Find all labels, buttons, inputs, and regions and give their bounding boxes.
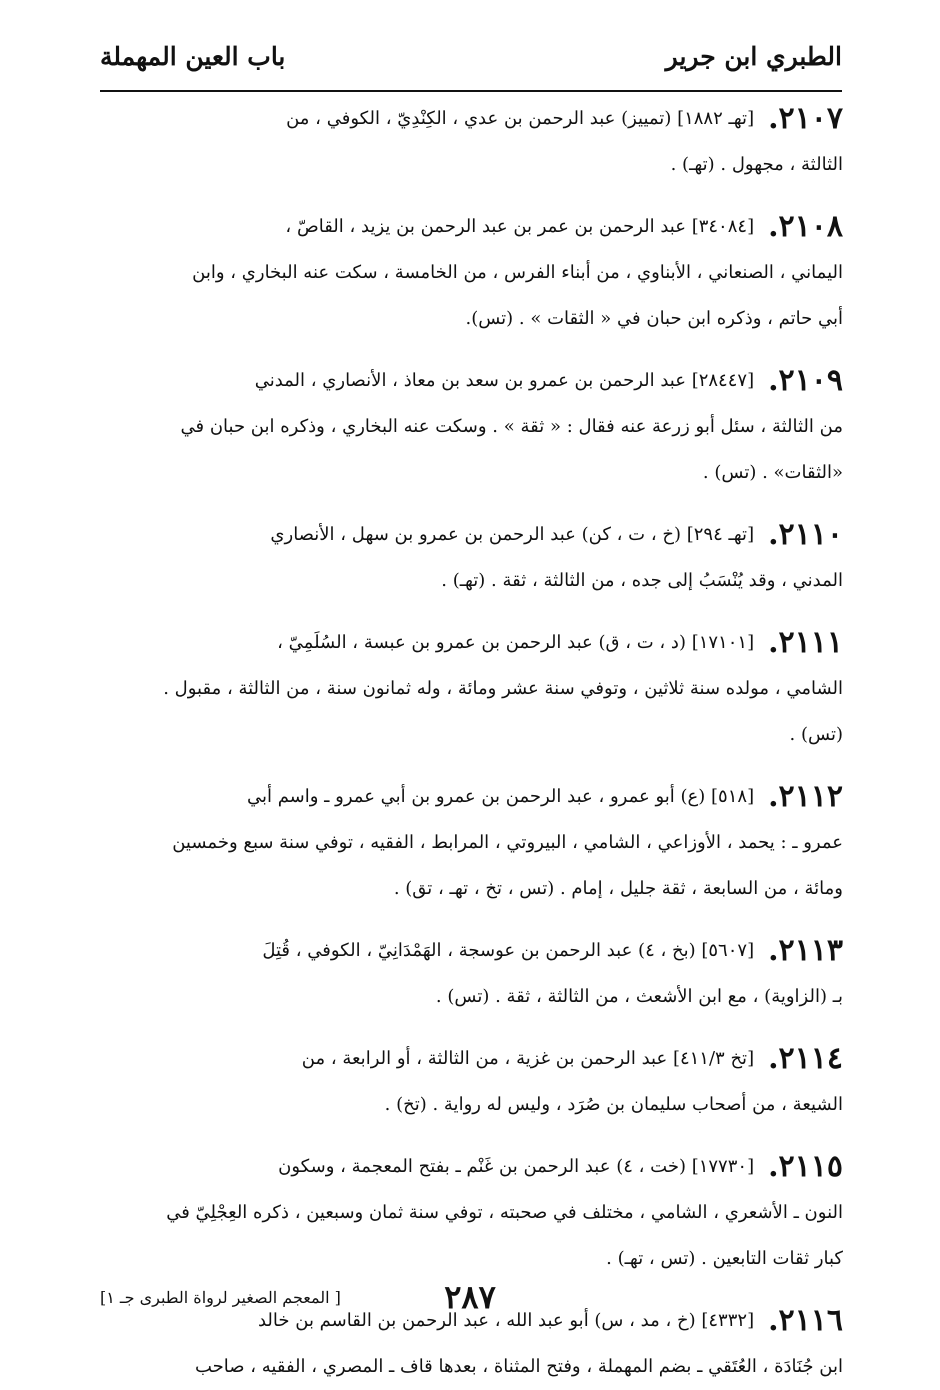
header-author: الطبري ابن جرير [665, 42, 842, 71]
entry-text: اليماني ، الصنعاني ، الأبناوي ، من أبناء الفرس ، من الخامسة ، سكت عنه البخاري ، وابن [192, 262, 843, 283]
entry-text: [تهـ ١٨٨٢] (تمييز) عبد الرحمن بن عدي ، الكِنْدِيّ ، الكوفي ، من [286, 108, 755, 129]
entry [125, 620, 843, 758]
entry-text: الشامي ، مولده سنة ثلاثين ، وتوفي سنة عشر ومائة ، وله ثمانون سنة ، من الثالثة ، مقبول . [163, 678, 843, 699]
entry-text: ومائة ، من السابعة ، ثقة جليل ، إمام . (تس ، تخ ، تهـ ، تق) . [393, 878, 843, 899]
entry-number: ٢١١٤. [768, 1041, 843, 1076]
entry [125, 358, 843, 496]
entry-text: المدني ، وقد يُنْسَبُ إلى جده ، من الثالثة ، ثقة . (تهـ) . [441, 570, 843, 591]
entry-line [125, 1144, 843, 1190]
entry-number: ٢١١٦. [768, 1303, 843, 1338]
entry-text: [٣٤٠٨٤] عبد الرحمن بن عمر بن عبد الرحمن بن يزيد ، القاصّ ، [285, 216, 755, 237]
entry-line [125, 450, 843, 496]
entry-text: [١٧١٠١] (د ، ت ، ق) عبد الرحمن بن عمرو بن عبسة ، السُلَمِيّ ، [277, 632, 755, 653]
entry-line [125, 1036, 843, 1082]
entry-text: ابن جُنَادَة ، العُتَقي ـ بضم المهملة ، وفتح المثناة ، بعدها قاف ـ المصري ، الفقيه ، صاحب [194, 1356, 843, 1377]
entry-line [125, 1344, 843, 1390]
entry-text: الشيعة ، من أصحاب سليمان بن صُرَد ، وليس له رواية . (تخ) . [384, 1094, 843, 1115]
entry [125, 1144, 843, 1282]
entry-text: من الثالثة ، سئل أبو زرعة عنه فقال : « ثقة » . وسكت عنه البخاري ، وذكره ابن حبان في [180, 416, 843, 437]
entry-line [125, 866, 843, 912]
entry-text: [٤٣٣٢] (خ ، مد ، س) أبو عبد الله ، عبد الرحمن بن القاسم بن خالد [257, 1310, 755, 1331]
entry-line [125, 204, 843, 250]
entry-text: [تخ ٤١١/٣] عبد الرحمن بن غزية ، من الثالثة ، أو الرابعة ، من [301, 1048, 755, 1069]
entry-text: [٥٦٠٧] (بخ ، ٤) عبد الرحمن بن عوسجة ، الهَمْدَانِيّ ، الكوفي ، قُتِلَ [262, 940, 755, 961]
entry [125, 774, 843, 912]
entry-line [125, 142, 843, 188]
entry [125, 204, 843, 342]
entry-text: الثالثة ، مجهول . (تهـ) . [670, 154, 843, 175]
entry-number: ٢١١٢. [768, 779, 843, 814]
entry-line [125, 666, 843, 712]
entry-line [125, 296, 843, 342]
entry-number: ٢١٠٨. [768, 209, 843, 244]
book-source: [ المعجم الصغير لرواة الطبرى جـ ١] [100, 1288, 341, 1307]
page-footer [100, 1278, 842, 1328]
entry-line [125, 1190, 843, 1236]
entry-text: [٢٨٤٤٧] عبد الرحمن بن عمرو بن سعد بن معاذ ، الأنصاري ، المدني [254, 370, 755, 391]
entry-text: (تس) . [789, 724, 843, 745]
entry-line [125, 974, 843, 1020]
entry-line [125, 558, 843, 604]
entry-text: [٥١٨] (ع) أبو عمرو ، عبد الرحمن بن عمرو بن أبي عمرو ـ واسم أبي [246, 786, 755, 807]
entry-line [125, 512, 843, 558]
entry-line [125, 404, 843, 450]
entry-line [125, 358, 843, 404]
entry-line [125, 250, 843, 296]
entry-text: [١٧٧٣٠] (خت ، ٤) عبد الرحمن بن غَنْم ـ بفتح المعجمة ، وسكون [278, 1156, 755, 1177]
entries-list [125, 96, 843, 1390]
entry [125, 1036, 843, 1128]
entry-text: «الثقات» . (تس) . [702, 462, 843, 483]
entry-text: النون ـ الأشعري ، الشامي ، مختلف في صحبته ، توفي سنة ثمان وسبعين ، ذكره العِجْلِيّ في [166, 1202, 843, 1223]
entry-number: ٢١١٥. [768, 1149, 843, 1184]
page-number: ٢٨٧ [444, 1278, 496, 1316]
header-chapter: باب العين المهملة [100, 42, 286, 71]
entry-text: [تهـ ٢٩٤] (خ ، ت ، كن) عبد الرحمن بن عمرو بن سهل ، الأنصاري [270, 524, 755, 545]
entry-text: كبار ثقات التابعين . (تس ، تهـ) . [606, 1248, 843, 1269]
entry-line [125, 1236, 843, 1282]
entry [125, 928, 843, 1020]
entry-number: ٢١٠٩. [768, 363, 843, 398]
entry-line [125, 820, 843, 866]
entry-number: ٢١١٠. [768, 517, 843, 552]
entry-line [125, 96, 843, 142]
entry [125, 96, 843, 188]
entry-line [125, 774, 843, 820]
entry-number: ٢١٠٧. [768, 101, 843, 136]
entry [125, 512, 843, 604]
entry-text: بـ (الزاوية) ، مع ابن الأشعث ، من الثالثة ، ثقة . (تس) . [435, 986, 843, 1007]
entry-line [125, 620, 843, 666]
entry-text: عمرو ـ : يحمد ، الأوزاعي ، الشامي ، البيروتي ، المرابط ، الفقيه ، توفي سنة سبع وخمسين [172, 832, 843, 853]
page-header [100, 28, 842, 92]
entry-number: ٢١١٣. [768, 933, 843, 968]
entry-line [125, 1082, 843, 1128]
entry-line [125, 928, 843, 974]
entry-number: ٢١١١. [768, 625, 843, 660]
entry-text: أبي حاتم ، وذكره ابن حبان في « الثقات » . (تس). [465, 308, 843, 329]
entry-line [125, 712, 843, 758]
